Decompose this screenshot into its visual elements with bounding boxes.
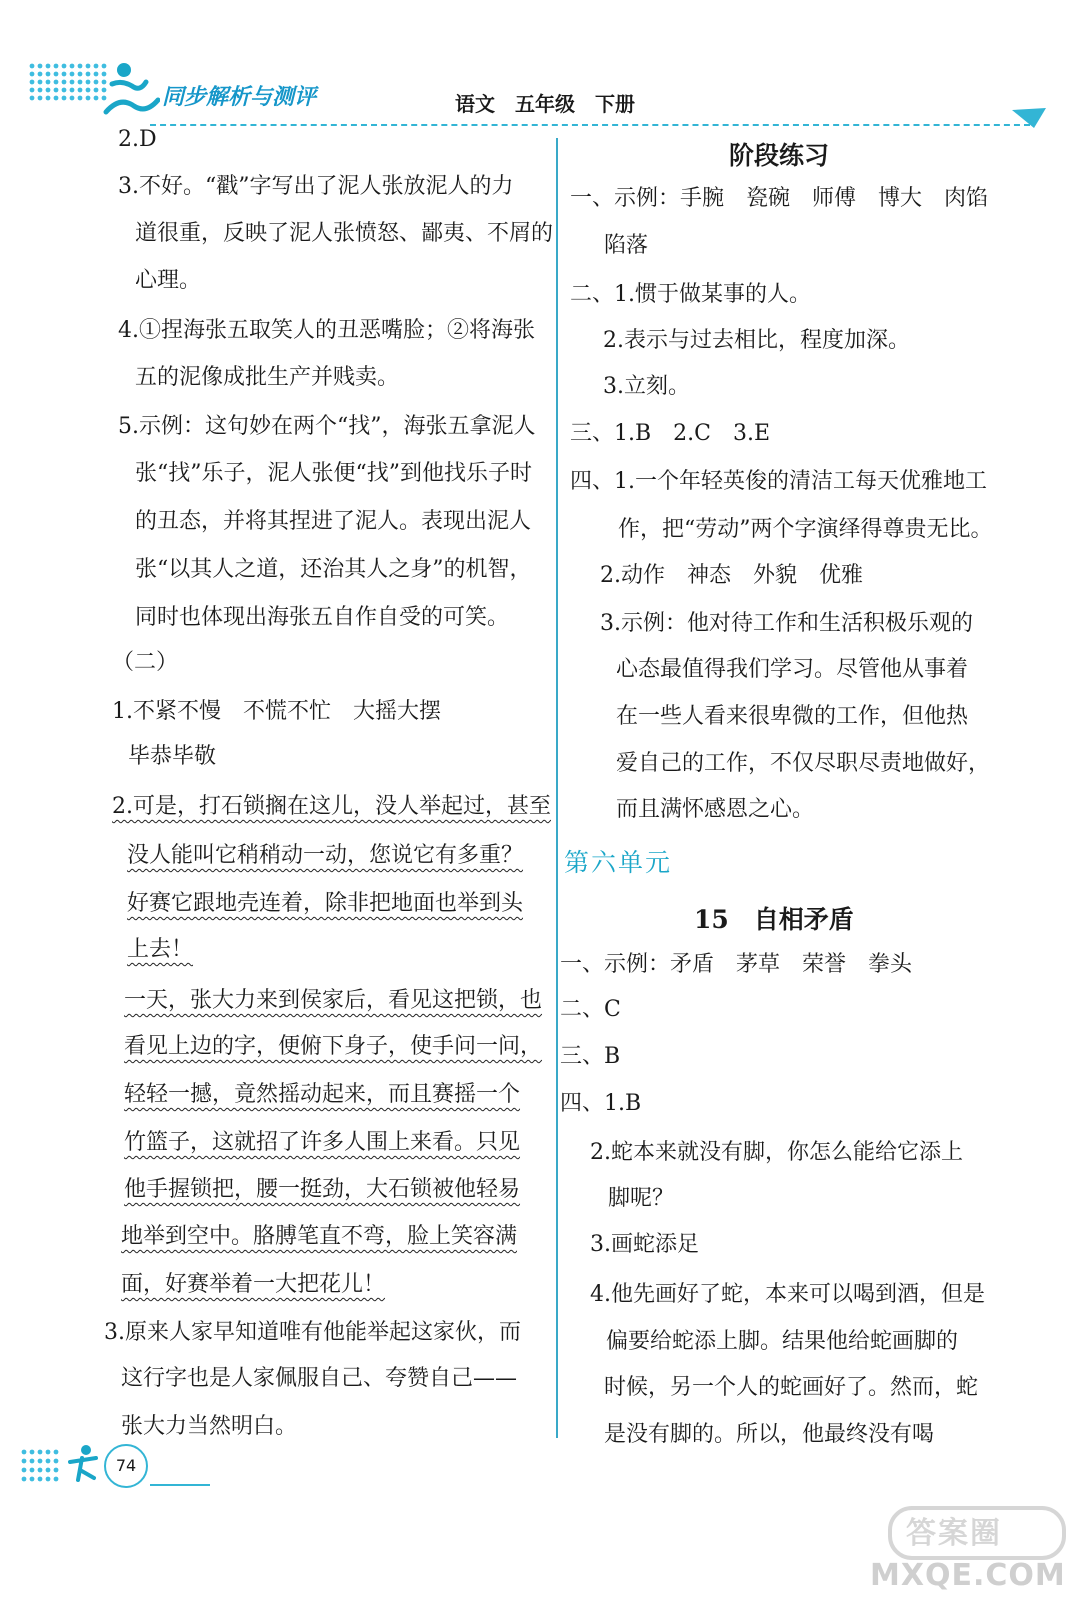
answer-line: 作，把“劳动”两个字演绎得尊贵无比。 xyxy=(618,517,993,542)
subject-label: 语文 五年级 下册 xyxy=(455,92,635,116)
section-label: （二） xyxy=(112,650,179,675)
answer-line: 3.立刻。 xyxy=(603,374,690,399)
page-number: 74 xyxy=(104,1444,148,1488)
answer-line: 心理。 xyxy=(135,268,202,293)
answer-line: 四、1.一个年轻英俊的清洁工每天优雅地工 xyxy=(570,469,987,494)
underlined-line: 上去！ xyxy=(127,937,194,962)
answer-line: 二、C xyxy=(560,997,621,1022)
corner-arrow-icon xyxy=(1010,104,1050,130)
footer-underline xyxy=(150,1484,210,1486)
underlined-line: 他手握锁把，腰一挺劲，大石锁被他轻易 xyxy=(124,1177,521,1202)
header-dashed-line xyxy=(150,124,1030,126)
underlined-line: 面，好赛举着一大把花儿！ xyxy=(121,1272,386,1297)
answer-line: 二、1.惯于做某事的人。 xyxy=(570,282,811,307)
answer-line: 2.D xyxy=(118,127,157,152)
lesson-title: 15 自相矛盾 xyxy=(694,905,854,934)
answer-line: 同时也体现出海张五自作自受的可笑。 xyxy=(135,605,510,630)
underlined-line: 好赛它跟地壳连着，除非把地面也举到头 xyxy=(127,891,524,916)
underlined-line: 地举到空中。胳膊笔直不弯，脸上笑容满 xyxy=(121,1224,518,1249)
unit-title: 第六单元 xyxy=(564,848,673,877)
answer-line: 的丑态，并将其捏进了泥人。表现出泥人 xyxy=(135,509,532,534)
underlined-line: 2.可是，打石锁搁在这儿，没人举起过，甚至 xyxy=(112,794,551,819)
answer-line: 五的泥像成批生产并贱卖。 xyxy=(135,365,400,390)
answer-line: 爱自己的工作，不仅尽职尽责地做好， xyxy=(616,751,991,776)
watermark-url: MXQE.COM xyxy=(870,1558,1066,1593)
answer-line: 陷落 xyxy=(604,233,649,258)
answer-line: 三、1.B 2.C 3.E xyxy=(570,421,771,446)
answer-line: 是没有脚的。所以，他最终没有喝 xyxy=(604,1422,935,1447)
underlined-line: 竹篮子，这就招了许多人围上来看。只见 xyxy=(124,1130,521,1155)
underlined-line: 看见上边的字，便俯下身子，使手问一问， xyxy=(124,1034,543,1059)
runner-logo-icon xyxy=(102,60,160,120)
watermark-big-text: 答案圈 xyxy=(906,1516,1002,1551)
underlined-line: 轻轻一撼，竟然摇动起来，而且赛摇一个 xyxy=(124,1082,521,1107)
answer-line: 道很重，反映了泥人张愤怒、鄙夷、不屑的 xyxy=(135,221,554,246)
footer-dots-icon xyxy=(20,1448,66,1484)
underlined-line: 没人能叫它稍稍动一动，您说它有多重？ xyxy=(127,843,524,868)
dot-grid-icon xyxy=(28,62,108,108)
answer-line: 偏要给蛇添上脚。结果他给蛇画脚的 xyxy=(606,1329,959,1354)
answer-line: 3.不好。“戳”字写出了泥人张放泥人的力 xyxy=(118,174,514,199)
answer-line: 4.①捏海张五取笑人的丑恶嘴脸；②将海张 xyxy=(118,318,535,343)
column-divider xyxy=(556,138,558,1438)
answer-line: 时候，另一个人的蛇画好了。然而，蛇 xyxy=(604,1375,979,1400)
brand-title: 同步解析与测评 xyxy=(162,85,317,110)
answer-line: 这行字也是人家佩服自己、夸赞自己—— xyxy=(121,1366,518,1391)
answer-line: 5.示例：这句妙在两个“找”，海张五拿泥人 xyxy=(118,414,536,439)
answer-line: 4.他先画好了蛇，本来可以喝到酒，但是 xyxy=(590,1282,985,1307)
answer-line: 张“找”乐子，泥人张便“找”到他找乐子时 xyxy=(135,461,532,486)
answer-line: 3.原来人家早知道唯有他能举起这家伙，而 xyxy=(104,1320,521,1345)
answer-line: 3.画蛇添足 xyxy=(590,1232,699,1257)
answer-line: 3.示例：他对待工作和生活积极乐观的 xyxy=(600,611,973,636)
underlined-line: 一天，张大力来到侯家后，看见这把锁，也 xyxy=(124,988,543,1013)
answer-line: 张“以其人之道，还治其人之身”的机智， xyxy=(135,557,532,582)
header xyxy=(0,0,1075,140)
answer-line: 脚呢？ xyxy=(608,1186,675,1211)
watermark xyxy=(870,1506,1070,1600)
answer-line: 四、1.B xyxy=(560,1091,642,1116)
answer-line: 1.不紧不慢 不慌不忙 大摇大摆 xyxy=(112,699,441,724)
answer-line: 毕恭毕敬 xyxy=(128,744,217,769)
answer-line: 2.蛇本来就没有脚，你怎么能给它添上 xyxy=(590,1140,963,1165)
answer-line: 三、B xyxy=(560,1044,621,1069)
answer-line: 一、示例：手腕 瓷碗 师傅 博大 肉馅 xyxy=(570,186,989,211)
runner-figure-icon xyxy=(64,1444,102,1484)
answer-line: 张大力当然明白。 xyxy=(121,1414,298,1439)
answer-line: 2.动作 神态 外貌 优雅 xyxy=(600,563,863,588)
answer-line: 一、示例：矛盾 茅草 荣誉 拳头 xyxy=(560,952,913,977)
answer-line: 而且满怀感恩之心。 xyxy=(616,797,815,822)
answer-line: 心态最值得我们学习。尽管他从事着 xyxy=(616,657,969,682)
section-title: 阶段练习 xyxy=(729,141,830,170)
answer-line: 2.表示与过去相比，程度加深。 xyxy=(603,328,910,353)
answer-line: 在一些人看来很卑微的工作，但他热 xyxy=(616,704,969,729)
